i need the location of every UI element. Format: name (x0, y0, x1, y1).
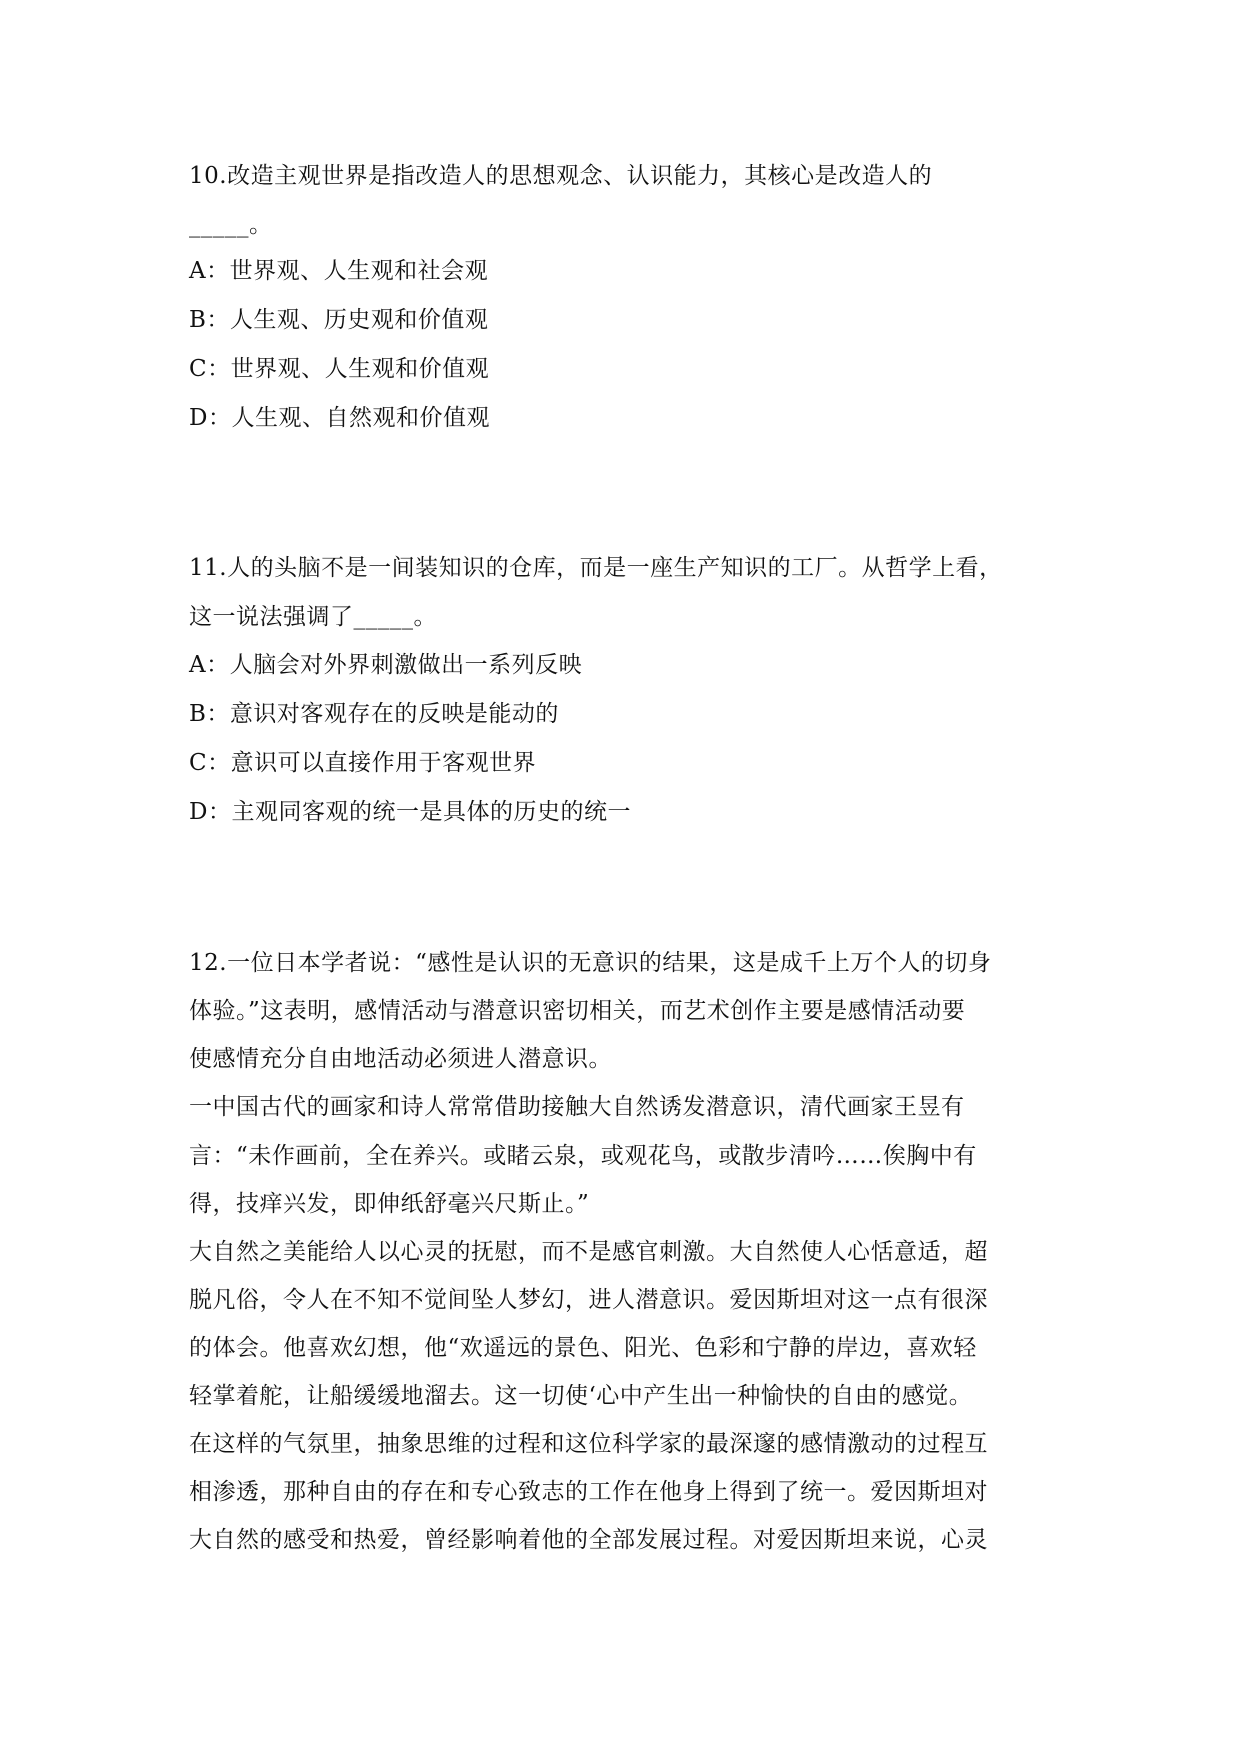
question-12-line-10: 轻掌着舵，让船缓缓地溜去。这一切使‘心中产生出一种愉快的自由的感觉。 (189, 1383, 973, 1409)
question-12-line-5: 言：“未作画前，全在养兴。或睹云泉，或观花鸟，或散步清吟……俟胸中有 (189, 1143, 977, 1169)
question-12-line-6: 得，技痒兴发，即伸纸舒毫兴尺斯止。” (189, 1191, 590, 1217)
question-12-line-11: 在这样的气氛里，抽象思维的过程和这位科学家的最深邃的感情激动的过程互 (189, 1431, 988, 1457)
question-12-line-13: 大自然的感受和热爱，曾经影响着他的全部发展过程。对爱因斯坦来说，心灵 (189, 1527, 988, 1553)
question-10-stem-line-1: 10.改造主观世界是指改造人的思想观念、认识能力，其核心是改造人的 (189, 163, 933, 189)
question-12-line-9: 的体会。他喜欢幻想，他“欢遥远的景色、阳光、色彩和宁静的岸边，喜欢轻 (189, 1335, 977, 1361)
question-11-option-a: A：人脑会对外界刺激做出一系列反映 (189, 652, 583, 678)
question-10-option-d: D：人生观、自然观和价值观 (189, 405, 490, 431)
question-10-option-c: C：世界观、人生观和价值观 (189, 356, 490, 382)
question-12-line-12: 相渗透，那种自由的存在和专心致志的工作在他身上得到了统一。爱因斯坦对 (189, 1479, 988, 1505)
question-12-line-1: 12.一位日本学者说：“感性是认识的无意识的结果，这是成千上万个人的切身 (189, 950, 992, 976)
question-11-option-c: C：意识可以直接作用于客观世界 (189, 750, 537, 776)
question-12-line-7: 大自然之美能给人以心灵的抚慰，而不是感官刺激。大自然使人心恬意适，超 (189, 1239, 988, 1265)
question-11-stem-line-2: 这一说法强调了_____。 (189, 604, 437, 630)
question-11-option-d: D：主观同客观的统一是具体的历史的统一 (189, 799, 631, 825)
question-10-stem-line-2: _____。 (189, 212, 273, 238)
question-10-option-a: A：世界观、人生观和社会观 (189, 258, 489, 284)
question-11-stem-line-1: 11.人的头脑不是一间装知识的仓库，而是一座生产知识的工厂。从哲学上看， (189, 555, 1003, 581)
question-12-line-4: 一中国古代的画家和诗人常常借助接触大自然诱发潜意识，清代画家王昱有 (189, 1094, 965, 1120)
question-10-option-b: B：人生观、历史观和价值观 (189, 307, 489, 333)
question-12-line-2: 体验。”这表明，感情活动与潜意识密切相关，而艺术创作主要是感情活动要 (189, 998, 966, 1024)
question-11-option-b: B：意识对客观存在的反映是能动的 (189, 701, 559, 727)
question-12-line-3: 使感情充分自由地活动必须进人潜意识。 (189, 1046, 612, 1072)
question-12-line-8: 脱凡俗，令人在不知不觉间坠人梦幻，进人潜意识。爱因斯坦对这一点有很深 (189, 1287, 988, 1313)
